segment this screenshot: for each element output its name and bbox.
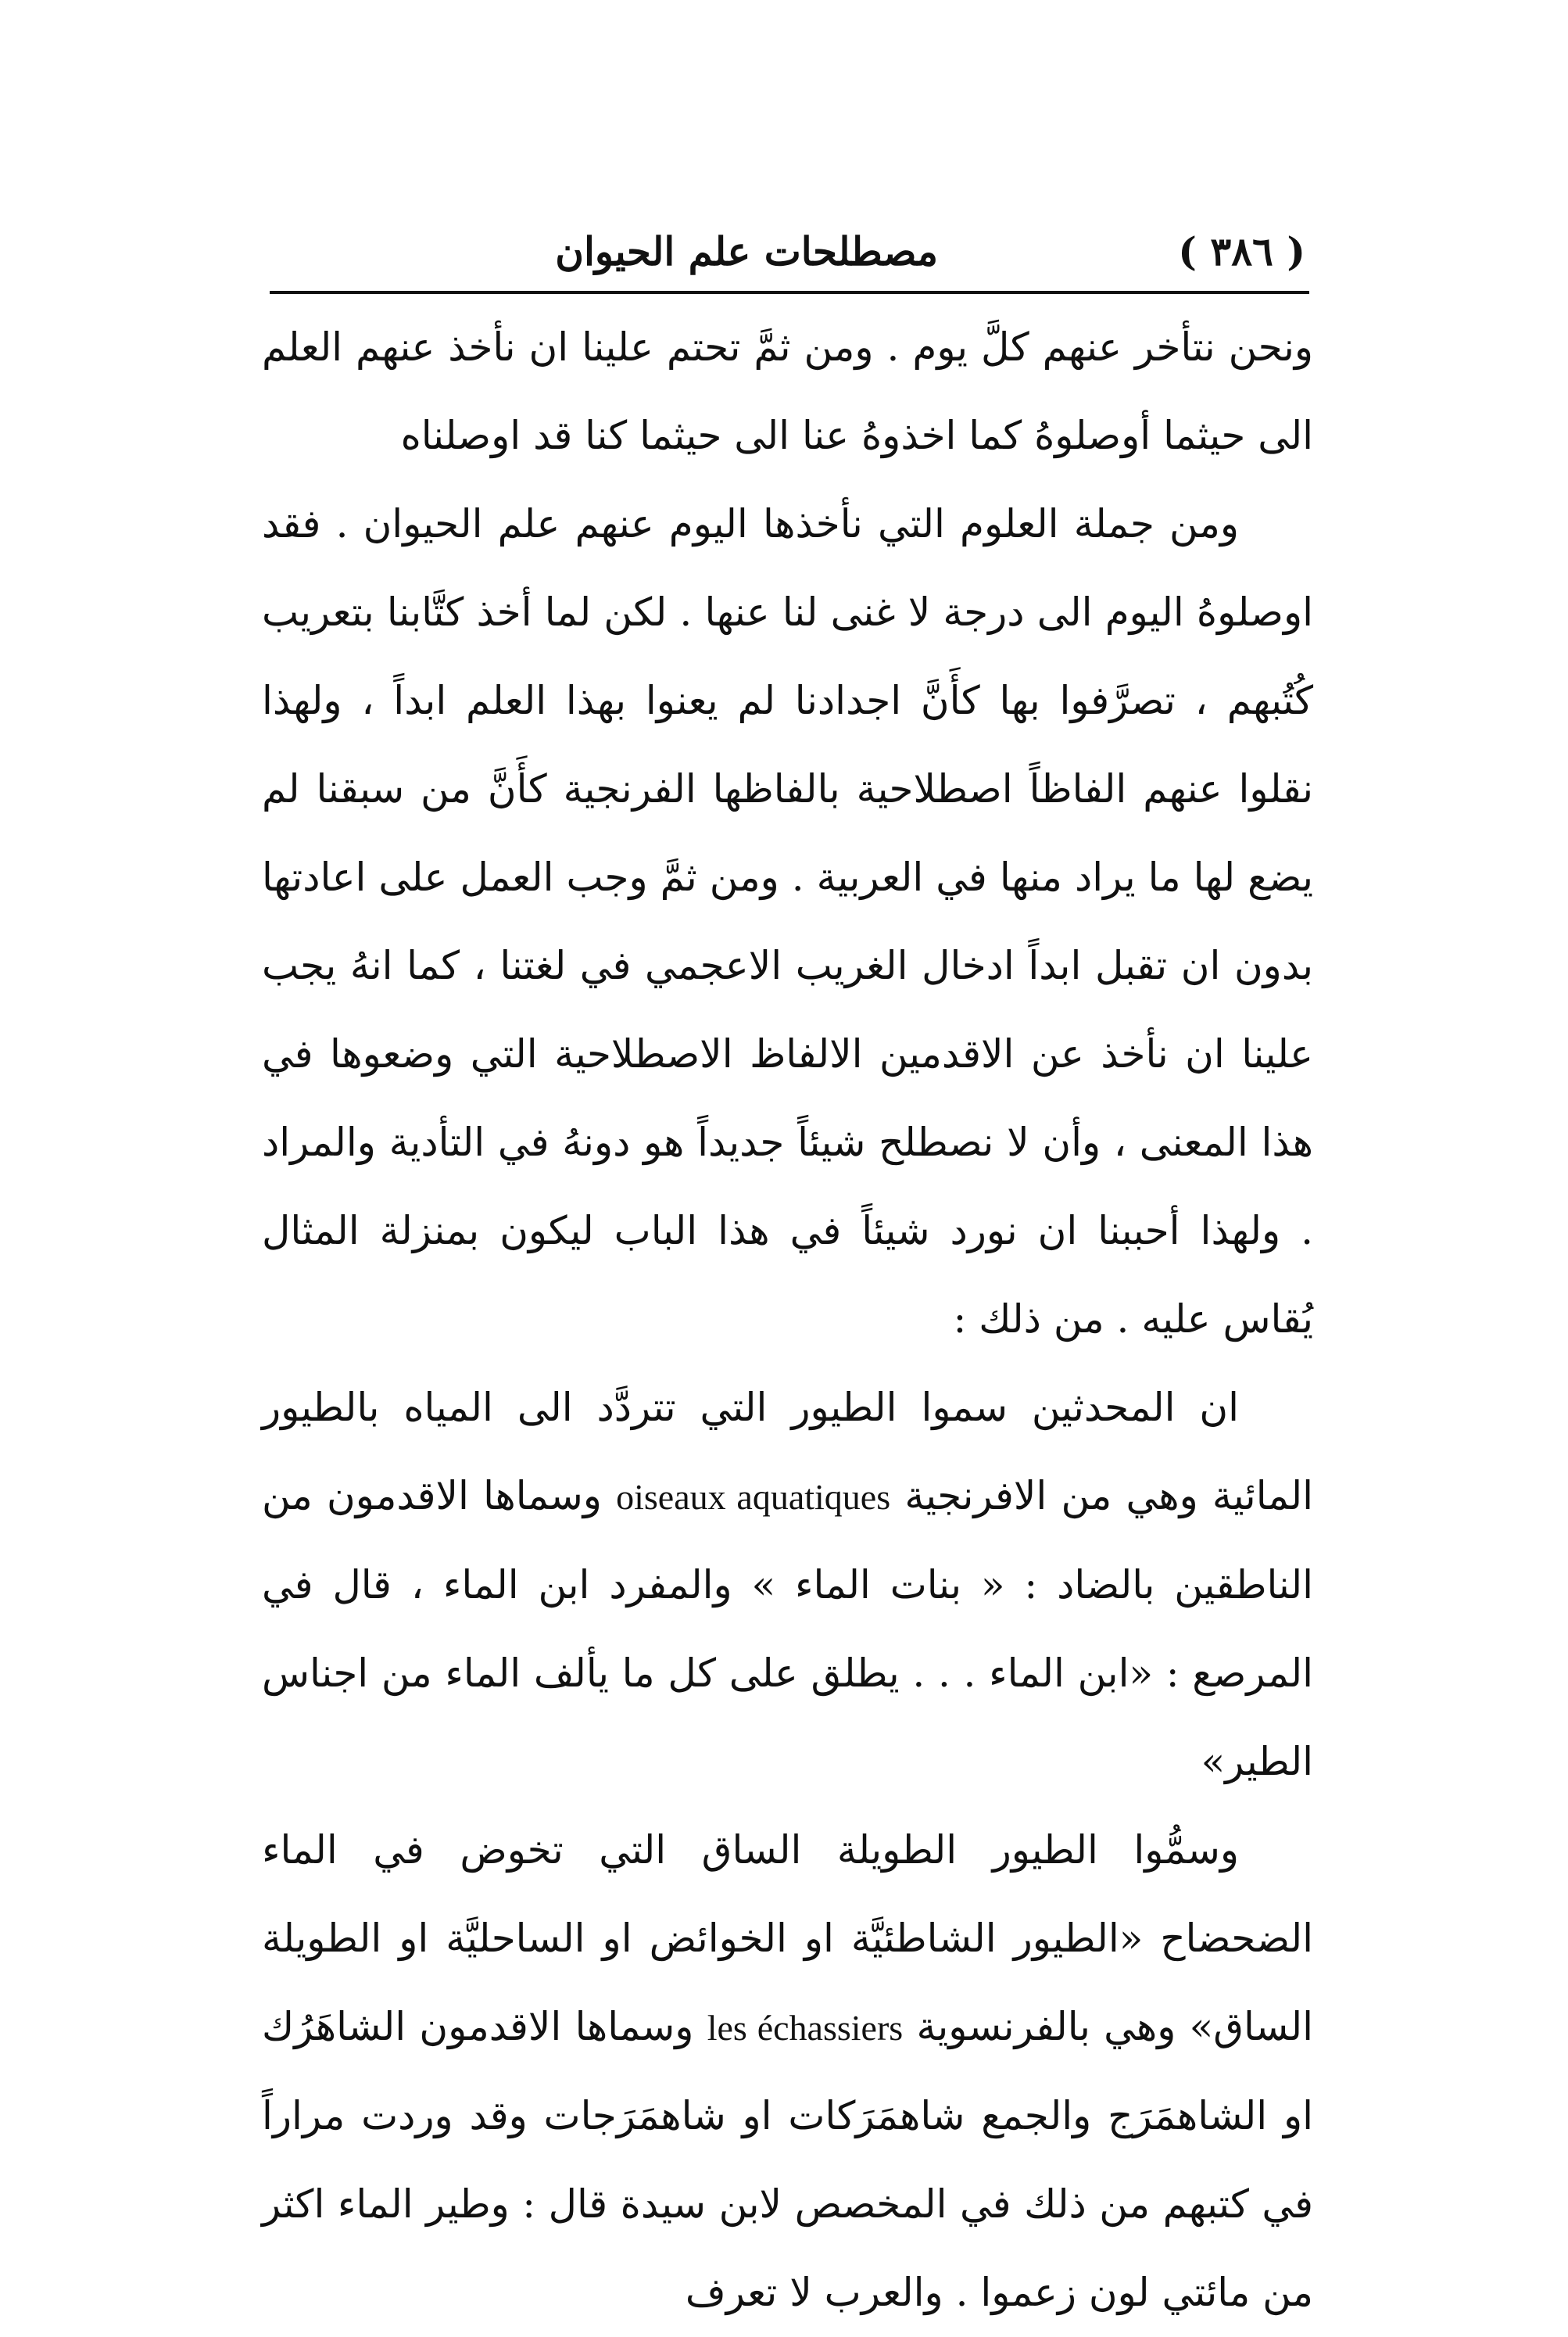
page-header — [270, 220, 1305, 283]
paragraph-3-latin-term: oiseaux aquatiques — [616, 1477, 891, 1517]
paragraph-4-text-after: وسماها الاقدمون الشاهَرُك او الشاهمَرَج والجمع شاهمَرَكات او شاهمَرَجات وقد وردت مراراً في كتبهم من ذلك في المخصص لابن سيدة قال : وطير الماء اكثر من مائتي لون زعموا . والعرب لا تعرف — [262, 2004, 1313, 2315]
paragraph-4 — [262, 1806, 1313, 2337]
paragraph-1-text: ونحن نتأخر عنهم كلَّ يوم . ومن ثمَّ تحتم علينا ان نأخذ عنهم العلم الى حيثما أوصلوهُ كما اخذوهُ عنا الى حيثما كنا قد اوصلناه — [262, 324, 1313, 458]
page-number: ( ٣٨٦ ) — [1178, 228, 1305, 274]
paragraph-4-text-before: وسمُّوا الطيور الطويلة الساق التي تخوض في الماء الضحضاح «الطيور الشاطئيَّة او الخوائض او الساحليَّة او الطويلة الساق» وهي بالفرنسوية — [262, 1827, 1313, 2049]
body-text — [262, 303, 1313, 2337]
paragraph-2-text: ومن جملة العلوم التي نأخذها اليوم عنهم علم الحيوان . فقد اوصلوهُ اليوم الى درجة لا غنى لنا عنها . لكن لما أخذ كتَّابنا بتعريب كُتُبهم ، تصرَّفوا بها كأَنَّ اجدادنا لم يعنوا بهذا العلم ابداً ، ولهذا نقلوا عنهم الفاظاً اصطلاحية بالفاظها الفرنجية كأَنَّ من سبقنا لم يضع لها ما يراد منها في العربية . ومن ثمَّ وجب العمل على اعادتها بدون ان تقبل ابداً ادخال الغريب الاعجمي في لغتنا ، كما انهُ يجب علينا ان نأخذ عن الاقدمين الالفاظ الاصطلاحية التي وضعوها في هذا المعنى ، وأن لا نصطلح شيئاً جديداً هو دونهُ في التأدية والمراد . ولهذا أحببنا ان نورد شيئاً في هذا الباب ليكون بمنزلة المثال يُقاس عليه . من ذلك : — [262, 501, 1313, 1342]
paragraph-3-text-before: ان المحدثين سموا الطيور التي تتردَّد الى المياه بالطيور المائية وهي من الافرنجية — [262, 1385, 1313, 1518]
header-rule — [270, 291, 1309, 294]
paragraph-2 — [262, 480, 1313, 1364]
paragraph-3 — [262, 1364, 1313, 1806]
paragraph-4-latin-term: les échassiers — [707, 2008, 904, 2048]
running-title: مصطلحات علم الحيوان — [555, 228, 938, 274]
paragraph-3-text-after: وسماها الاقدمون من الناطقين بالضاد : « بنات الماء » والمفرد ابن الماء ، قال في المرصع : «ابن الماء . . . يطلق على كل ما يألف الماء من اجناس الطير» — [262, 1473, 1313, 1784]
paragraph-1 — [262, 303, 1313, 480]
